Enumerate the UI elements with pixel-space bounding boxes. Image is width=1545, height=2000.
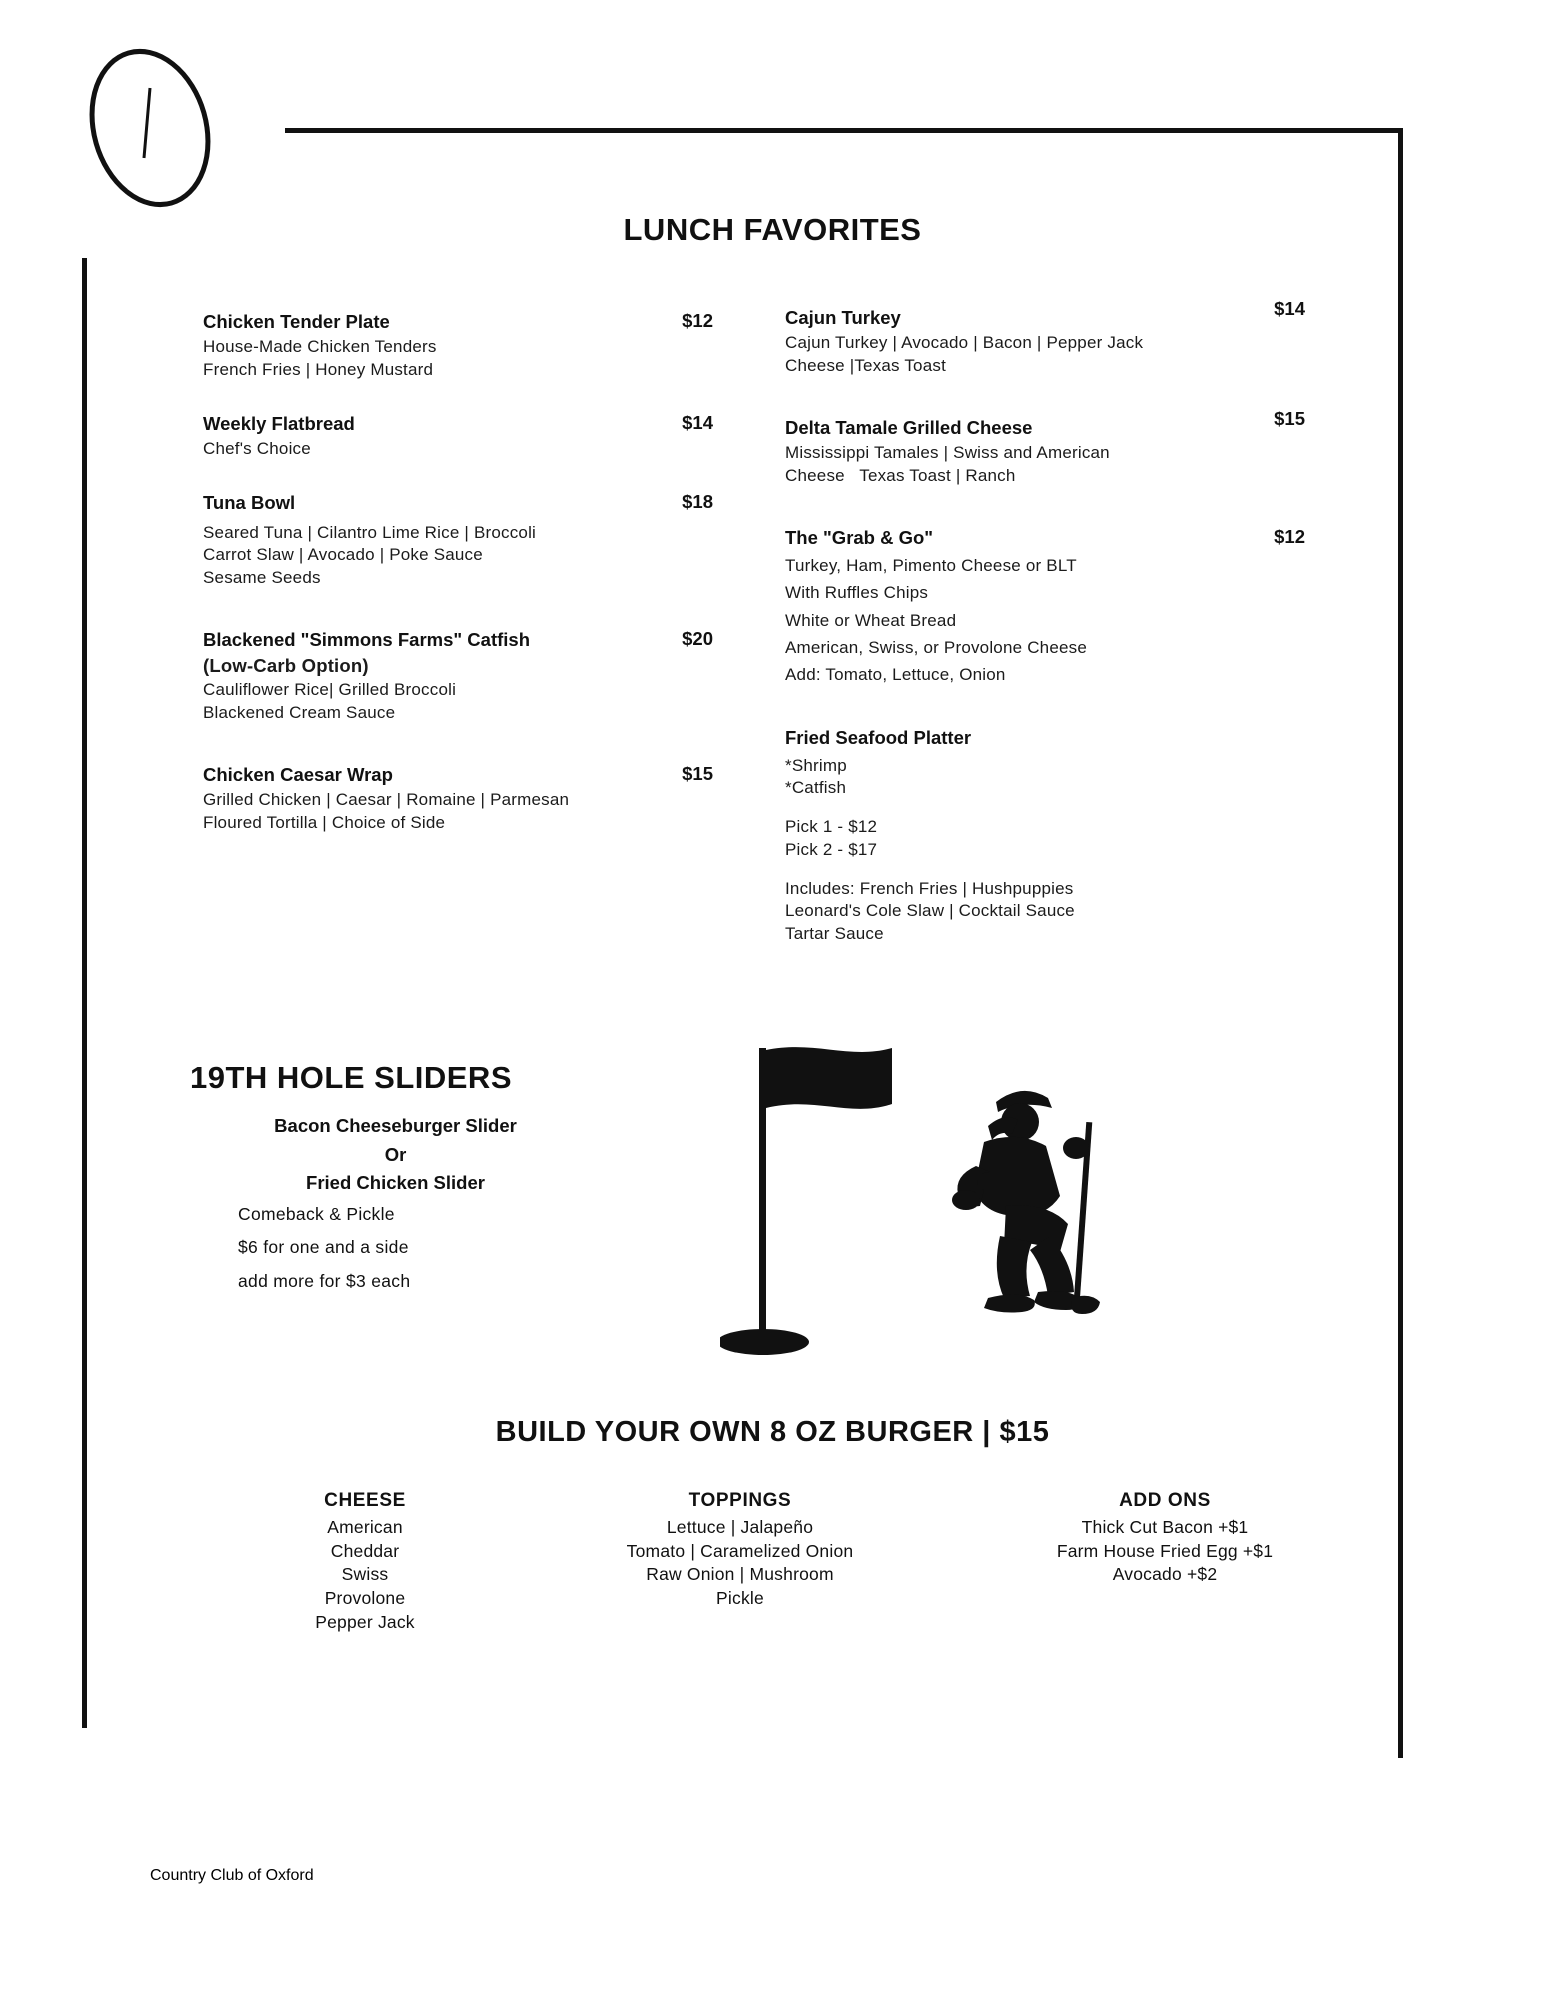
oval-logo-icon [78, 40, 228, 220]
cheese-option: Swiss [341, 1564, 389, 1585]
item-desc-line: Add: Tomato, Lettuce, Onion [785, 665, 1006, 685]
item-desc-line: French Fries | Honey Mustard [203, 360, 434, 380]
slider-price-line: $6 for one and a side [238, 1237, 409, 1258]
item-desc-line: Cheese |Texas Toast [785, 356, 946, 376]
addons-column-title: ADD ONS [1119, 1490, 1211, 1511]
cheese-column-title: CHEESE [324, 1490, 406, 1511]
item-description [203, 336, 713, 382]
item-name: Weekly Flatbread [203, 412, 355, 434]
item-desc-line: Leonard's Cole Slaw | Cocktail Sauce [785, 901, 1075, 921]
slider-extra-line: add more for $3 each [238, 1270, 411, 1291]
item-desc-line: American, Swiss, or Provolone Cheese [785, 637, 1087, 657]
burger-column-toppings [575, 1490, 905, 1634]
item-name: Cajun Turkey [785, 307, 901, 328]
lunch-left-column [203, 310, 713, 842]
item-desc-line: *Shrimp [785, 755, 847, 775]
item-price: $20 [682, 627, 713, 649]
item-name: Chicken Caesar Wrap [203, 763, 393, 785]
menu-item [785, 407, 1305, 488]
burger-options-columns [250, 1490, 1330, 1634]
item-desc-line: Sesame Seeds [203, 568, 321, 588]
item-desc-line: With Ruffles Chips [785, 583, 929, 603]
item-desc-line: Cajun Turkey | Avocado | Bacon | Pepper Jack [785, 333, 1144, 353]
slider-or-label: Or [384, 1143, 407, 1165]
item-desc-line: Pick 2 - $17 [785, 839, 878, 859]
item-desc-line: Seared Tuna | Cilantro Lime Rice | Broccoli [203, 522, 537, 542]
item-desc-line: Pick 1 - $12 [785, 817, 878, 837]
country-club-of-oxford-wordmark [140, 1680, 1410, 1970]
slider-detail-line: Comeback & Pickle [238, 1204, 395, 1225]
item-desc-line: (Low-Carb Option) [203, 655, 369, 677]
burger-column-addons [1000, 1490, 1330, 1634]
menu-item [785, 526, 1305, 688]
sliders-body [238, 1112, 598, 1298]
item-desc-line: White or Wheat Bread [785, 610, 957, 630]
topping-option: Tomato | Caramelized Onion [626, 1540, 854, 1561]
cheese-option: Pepper Jack [315, 1611, 415, 1632]
item-desc-line: Blackened Cream Sauce [203, 702, 396, 722]
topping-option: Raw Onion | Mushroom [646, 1564, 834, 1585]
sliders-heading: 19TH HOLE SLIDERS [190, 1060, 512, 1095]
item-name: Tuna Bowl [203, 492, 296, 514]
item-price: $15 [682, 762, 713, 784]
item-desc-line: Floured Tortilla | Choice of Side [203, 812, 446, 832]
lunch-favorites-heading: LUNCH FAVORITES [623, 212, 922, 247]
burger-column-cheese [250, 1490, 480, 1634]
menu-item [785, 298, 1305, 378]
item-price: $12 [1274, 525, 1305, 547]
item-desc-line: Carrot Slaw | Avocado | Poke Sauce [203, 545, 483, 565]
addon-option: Farm House Fried Egg +$1 [1056, 1540, 1274, 1561]
cheese-option: American [327, 1517, 403, 1537]
toppings-column-title: TOPPINGS [688, 1490, 792, 1511]
item-desc-gap [785, 800, 1305, 816]
item-description [785, 332, 1305, 378]
topping-option: Pickle [716, 1587, 764, 1608]
item-desc-line: House-Made Chicken Tenders [203, 337, 437, 357]
item-name: The "Grab & Go" [785, 526, 934, 548]
item-name: Delta Tamale Grilled Cheese [785, 416, 1033, 438]
item-description [785, 442, 1305, 488]
menu-item [203, 310, 713, 382]
item-desc-gap [785, 862, 1305, 878]
item-price: $18 [682, 491, 713, 513]
item-description [785, 755, 1305, 946]
item-price: $14 [1274, 298, 1305, 319]
item-name: Chicken Tender Plate [203, 311, 390, 332]
item-description [203, 654, 713, 724]
addon-option: Avocado +$2 [1112, 1564, 1218, 1585]
item-name: Fried Seafood Platter [785, 727, 972, 749]
menu-item [203, 412, 713, 461]
item-price: $15 [1274, 407, 1305, 429]
menu-item [203, 491, 713, 590]
frame-right-rule [1398, 128, 1403, 1758]
item-desc-line: *Catfish [785, 778, 847, 798]
frame-left-rule [82, 258, 87, 1728]
slider-option-one: Bacon Cheeseburger Slider [274, 1115, 517, 1136]
addon-option: Thick Cut Bacon +$1 [1081, 1517, 1249, 1537]
item-desc-line: Mississippi Tamales | Swiss and American [785, 443, 1110, 463]
menu-item [785, 726, 1305, 946]
burger-heading: BUILD YOUR OWN 8 OZ BURGER | $15 [495, 1416, 1050, 1448]
item-description [785, 552, 1305, 688]
item-name: Blackened "Simmons Farms" Catfish [203, 628, 531, 650]
item-desc-line: Cheese Texas Toast | Ranch [785, 466, 1016, 486]
item-desc-line: Cauliflower Rice| Grilled Broccoli [203, 680, 457, 699]
item-desc-line: Chef's Choice [203, 439, 311, 459]
menu-item [203, 763, 713, 835]
item-description [203, 522, 713, 590]
item-desc-line: Turkey, Ham, Pimento Cheese or BLT [785, 556, 1077, 576]
slider-option-two: Fried Chicken Slider [306, 1172, 485, 1194]
frame-top-rule [285, 128, 1403, 133]
cheese-option: Provolone [324, 1587, 406, 1608]
item-price: $12 [682, 310, 713, 331]
item-price: $14 [682, 411, 713, 433]
golfer-and-flag-illustration [720, 1030, 1340, 1360]
item-description [203, 438, 713, 461]
topping-option: Lettuce | Jalapeño [666, 1517, 814, 1537]
item-desc-line: Tartar Sauce [785, 924, 884, 944]
wordmark-text: Country Club of Oxford [150, 1867, 314, 1884]
item-desc-line: Grilled Chicken | Caesar | Romaine | Parmesan [203, 789, 570, 809]
item-desc-line: Includes: French Fries | Hushpuppies [785, 878, 1074, 898]
lunch-right-column [785, 298, 1305, 954]
item-description [203, 789, 713, 835]
menu-item [203, 628, 713, 725]
cheese-option: Cheddar [330, 1540, 400, 1561]
